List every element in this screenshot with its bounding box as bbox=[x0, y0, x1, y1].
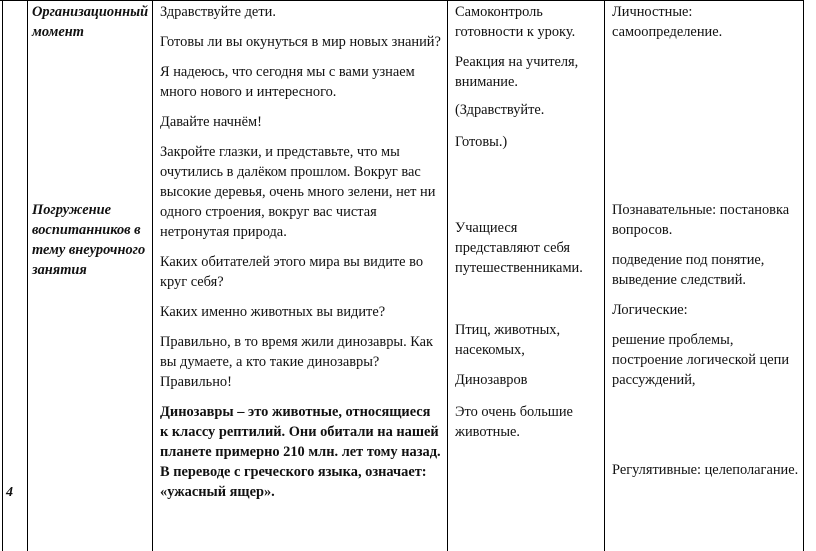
teacher-inhabitants-question: Каких обитателей этого мира вы видите во круг себя? bbox=[160, 254, 424, 290]
uud-regulatory: Регулятивные: целеполагание. bbox=[612, 462, 799, 478]
uud-problem: решение проблемы, построение логической цепи рассуждений, bbox=[612, 332, 790, 388]
table-border-right bbox=[803, 0, 804, 551]
student-reaction: Реакция на учителя, внимание. bbox=[455, 54, 579, 90]
uud-cognitive: Познавательные: постановка вопросов. bbox=[612, 202, 790, 238]
teacher-ready-question: Готовы ли вы окунуться в мир новых знаний? bbox=[160, 34, 441, 50]
student-big-animals: Это очень большие животные. bbox=[455, 404, 573, 440]
teacher-hope: Я надеюсь, что сегодня мы с вами узнаем много нового и интересного. bbox=[160, 64, 415, 100]
student-self-control: Самоконтроль готовности к уроку. bbox=[455, 4, 576, 40]
teacher-greeting: Здравствуйте дети. bbox=[160, 4, 276, 20]
teacher-dinosaurs-question: Правильно, в то время жили динозавры. Как вы думаете, а кто такие динозавры? Правильно! bbox=[160, 334, 434, 390]
uud-logical: Логические: bbox=[612, 302, 688, 318]
teacher-start: Давайте начнём! bbox=[160, 114, 262, 130]
table-border-col3 bbox=[152, 0, 153, 551]
student-travelers: Учащиеся представляют себя путешественниками. bbox=[455, 220, 583, 276]
stage-immersion: Погружение воспитанников в тему внеурочного занятия bbox=[32, 202, 146, 278]
teacher-animals-question: Каких именно животных вы видите? bbox=[160, 304, 386, 320]
student-hello: (Здравствуйте. bbox=[455, 102, 545, 118]
teacher-definition: Динозавры – это животные, относящиеся к классу рептилий. Они обитали на нашей планете примерно 210 млн. лет тому назад. В переводе с греческого языка, означает: «ужасный ящер». bbox=[160, 404, 441, 500]
table-border-top bbox=[0, 0, 804, 1]
student-birds: Птиц, животных, насекомых, bbox=[455, 322, 561, 358]
table-border-col5 bbox=[604, 0, 605, 551]
uud-personal: Личностные: самоопределение. bbox=[612, 4, 723, 40]
table-border-col2 bbox=[27, 0, 28, 551]
table-border-left bbox=[2, 0, 3, 551]
stage-organizational: Организационный момент bbox=[32, 4, 149, 40]
row-number: 4 bbox=[6, 485, 13, 500]
uud-concept: подведение под понятие, выведение следствий. bbox=[612, 252, 765, 288]
teacher-column bbox=[160, 2, 442, 502]
table-border-col4 bbox=[447, 0, 448, 551]
student-dinosaurs: Динозавров bbox=[455, 372, 528, 388]
teacher-imagine: Закройте глазки, и представьте, что мы очутились в далёком прошлом. Вокруг вас высокие деревья, очень много зелени, нет ни одного строения, вокруг вас чистая нетронутая природа. bbox=[160, 144, 436, 240]
student-ready: Готовы.) bbox=[455, 134, 508, 150]
